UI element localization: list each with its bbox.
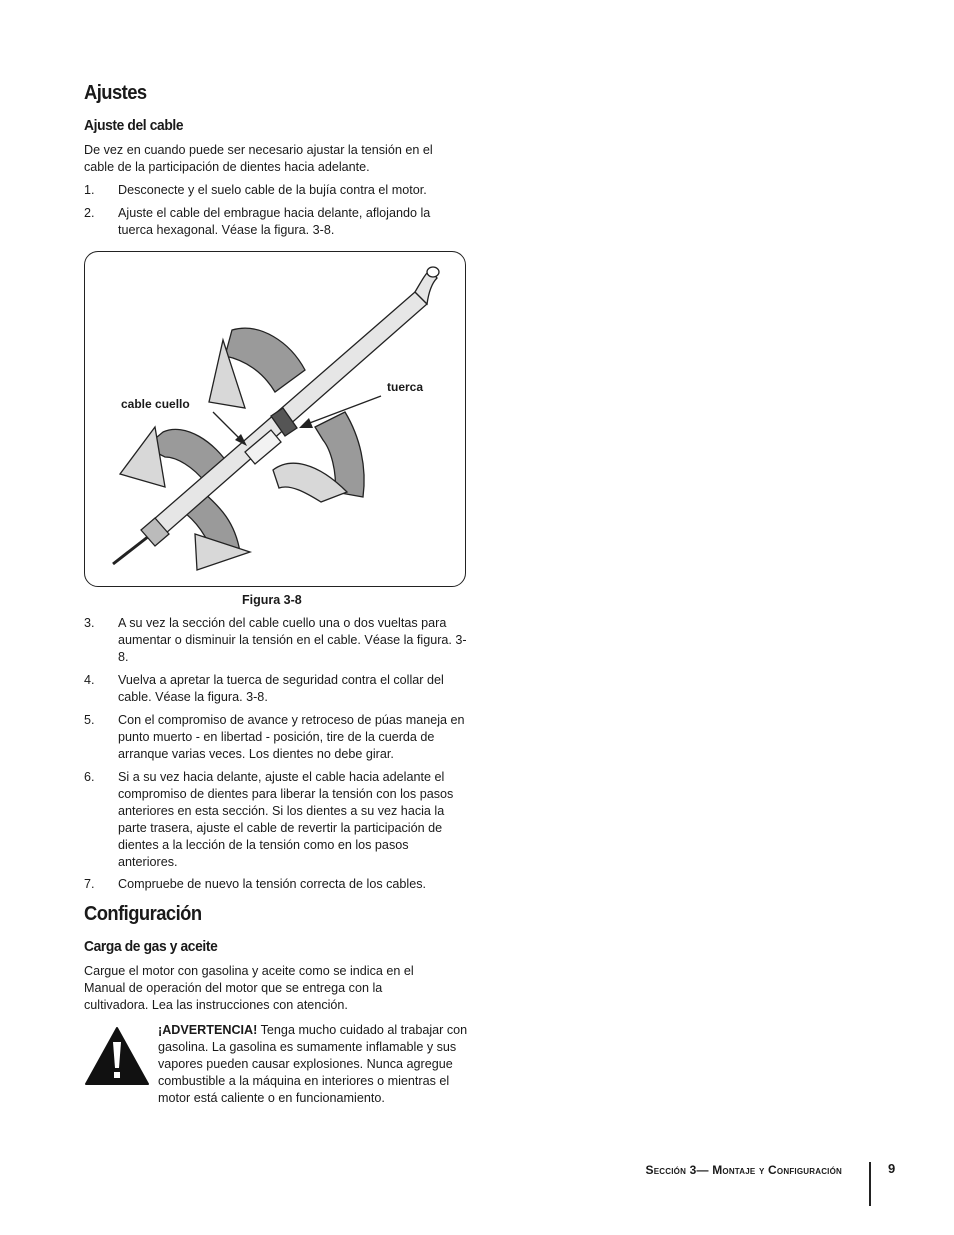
label-cable-collar: cable cuello: [121, 397, 190, 411]
page-number: 9: [888, 1161, 896, 1176]
step-text: Desconecte y el suelo cable de la bujía contra el motor.: [118, 183, 427, 197]
step-number: 1.: [84, 183, 95, 197]
config-intro-paragraph: Cargue el motor con gasolina y aceite como se indica en el Manual de operación del motor que se entrega con la cultivadora. Lea las instrucciones con atención.: [84, 964, 414, 1012]
step-text: A su vez la sección del cable cuello una o dos vueltas para aumentar o disminuir la tensión en el cable. Véase la figura. 3-8.: [118, 616, 467, 664]
cable-illustration: [85, 252, 466, 587]
section-title-configuracion: Configuración: [84, 903, 202, 925]
step-number: 6.: [84, 770, 95, 784]
step-number: 3.: [84, 616, 95, 630]
figure-cable-adjustment: [84, 251, 466, 587]
step-text: Ajuste el cable del embrague hacia delante, aflojando la tuerca hexagonal. Véase la figura. 3-8.: [118, 206, 431, 237]
intro-paragraph: De vez en cuando puede ser necesario ajustar la tensión en el cable de la participación de dientes hacia adelante.: [84, 143, 433, 174]
subsection-title-carga-gas: Carga de gas y aceite: [84, 938, 218, 955]
section-title-ajustes: Ajustes: [84, 82, 147, 104]
step-text: Compruebe de nuevo la tensión correcta de los cables.: [118, 877, 427, 891]
step-number: 5.: [84, 713, 95, 727]
step-number: 7.: [84, 877, 95, 891]
label-nut: tuerca: [387, 380, 424, 394]
warning-title: ¡ADVERTENCIA!: [158, 1023, 258, 1037]
warning-body: Tenga mucho cuidado al trabajar con gasolina. La gasolina es sumamente inflamable y sus vapores pueden causar explosiones. Nunca agregue combustible a la máquina en interiores o mientras el motor está caliente o en funcionamiento.: [158, 1023, 468, 1105]
step-text: Con el compromiso de avance y retroceso de púas maneja en punto muerto - en libertad - posición, tire de la cuerda de arranque varias veces. Los dientes no debe girar.: [118, 713, 465, 761]
step-number: 2.: [84, 206, 95, 220]
step-number: 4.: [84, 673, 95, 687]
step-text: Si a su vez hacia delante, ajuste el cable hacia adelante el compromiso de dientes para liberar la tensión con los pasos anteriores en esta sección. Si los dientes a su vez hacia la parte trasera, ajuste el cable de revertir la participación de dientes a la lección de la tensión como en los pasos anteriores.: [118, 770, 454, 869]
warning-triangle-icon: [84, 1026, 150, 1086]
footer-divider: [869, 1162, 871, 1206]
step-text: Vuelva a apretar la tuerca de seguridad contra el collar del cable. Véase la figura. 3-8.: [118, 673, 444, 704]
warning-message: [158, 1022, 470, 1107]
subsection-title-ajuste-cable: Ajuste del cable: [84, 117, 184, 134]
figure-caption: Figura 3-8: [242, 593, 302, 607]
footer-section-title: Sección 3— Montaje y Configuración: [645, 1163, 842, 1177]
